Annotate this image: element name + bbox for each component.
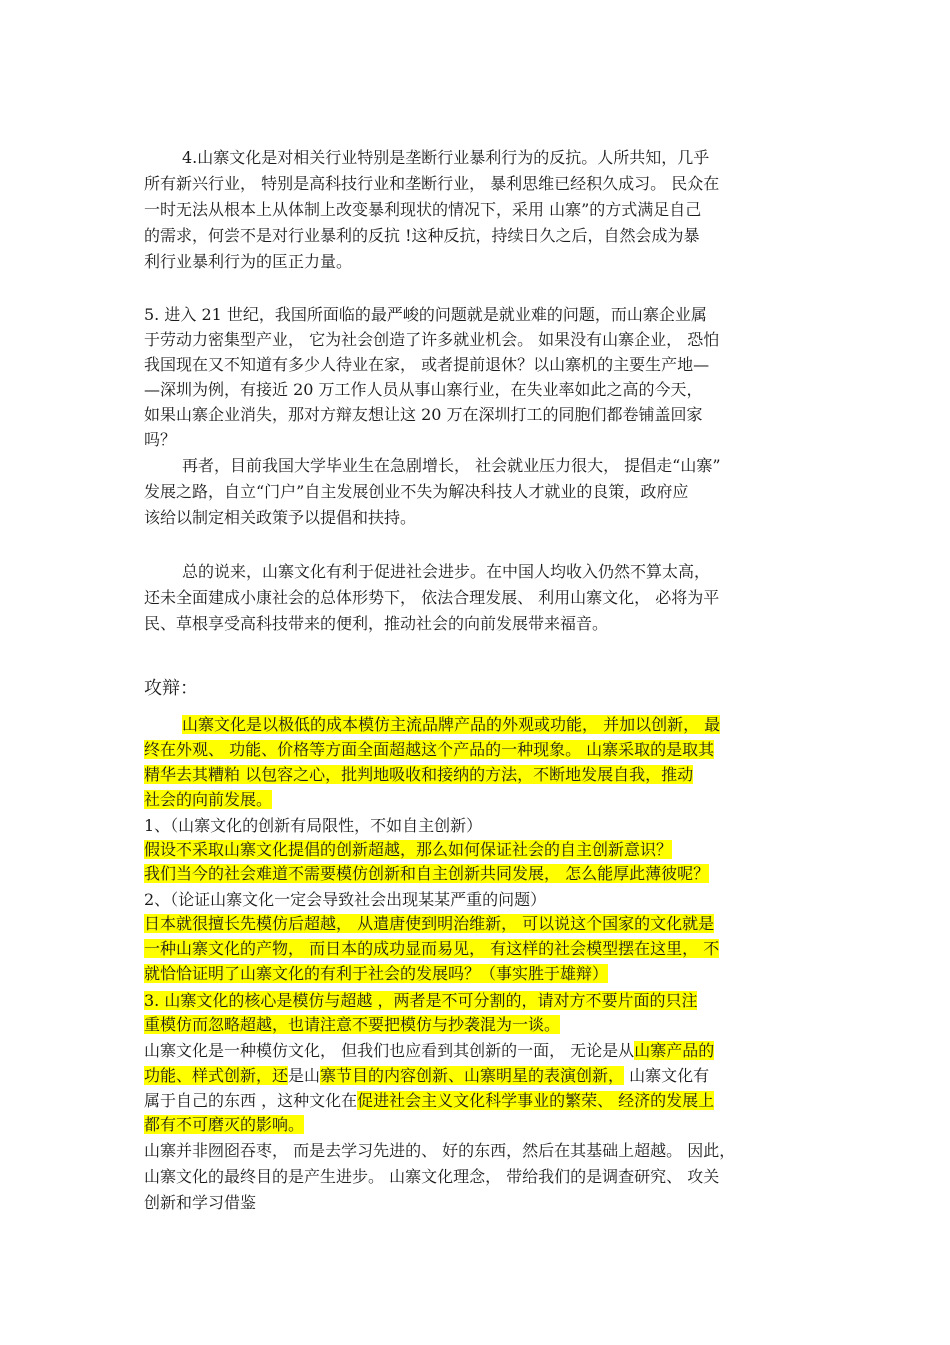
text-line: 民、草根享受高科技带来的便利，推动社会的向前发展带来福音。 bbox=[144, 614, 609, 633]
text-line: 山寨并非囫囵吞枣， 而是去学习先进的、 好的东西，然后在其基础上超越。 因此， bbox=[144, 1141, 736, 1160]
text-line: 于劳动力密集型产业， 它为社会创造了许多就业机会。 如果没有山寨企业， 恐怕 bbox=[144, 330, 720, 349]
text-line bbox=[144, 1113, 304, 1137]
text-line: 的需求，何尝不是对行业暴利的反抗 !这种反抗，持续日久之后，自然会成为暴 bbox=[144, 226, 700, 245]
text-line bbox=[182, 713, 720, 737]
highlighted-text: 功能、样式创新，还 bbox=[144, 1066, 289, 1085]
plain-text: 属于自己的东西 ，这种文化在 bbox=[144, 1091, 358, 1110]
question-label: 1、（山寨文化的创新有局限性，不如自主创新） bbox=[144, 816, 483, 835]
highlighted-text: 社会的向前发展。 bbox=[144, 790, 273, 809]
text-line: 创新和学习借鉴 bbox=[144, 1193, 257, 1212]
highlighted-text: 就恰恰证明了山寨文化的有利于社会的发展吗？（事实胜于雄辩） bbox=[144, 964, 609, 983]
text-line bbox=[144, 989, 697, 1013]
highlighted-text: 促进社会主义文化科学事业的繁荣、 经济的发展上 bbox=[357, 1091, 715, 1110]
text-line bbox=[144, 912, 714, 936]
text-line: 所有新兴行业， 特别是高科技行业和垄断行业， 暴利思维已经积久成习。 民众在 bbox=[144, 174, 720, 193]
highlighted-text: 精华去其糟粕 以包容之心，批判地吸收和接纳的方法，不断地发展自我，推动 bbox=[144, 765, 694, 784]
highlighted-text: 都有不可磨灭的影响。 bbox=[144, 1115, 305, 1134]
text-line: 如果山寨企业消失，那对方辩友想让这 20 万在深圳打工的同胞们都卷铺盖回家 bbox=[144, 405, 703, 424]
highlighted-text: 重模仿而忽略超越，也请注意不要把模仿与抄袭混为一谈。 bbox=[144, 1015, 561, 1034]
text-line bbox=[144, 738, 714, 762]
text-line bbox=[144, 862, 709, 886]
text-line: 再者，目前我国大学毕业生在急剧增长， 社会就业压力很大， 提倡走“山寨” bbox=[182, 456, 721, 475]
text-line: 4.山寨文化是对相关行业特别是垄断行业暴利行为的反抗。人所共知，几乎 bbox=[182, 148, 710, 167]
highlighted-text: 3. 山寨文化的核心是模仿与超越 ，两者是不可分割的，请对方不要片面的只注 bbox=[144, 991, 698, 1010]
text-line bbox=[144, 1013, 560, 1037]
text-line: 一时无法从根本上从体制上改变暴利现状的情况下，采用 山寨”的方式满足自己 bbox=[144, 200, 702, 219]
plain-text: 山寨文化是一种模仿文化， 但我们也应看到其创新的一面， 无论是从 bbox=[144, 1041, 635, 1060]
highlighted-text: 终在外观、 功能、价格等方面全面超越这个产品的一种现象。 山寨采取的是取其 bbox=[144, 740, 715, 759]
text-line bbox=[144, 763, 693, 787]
text-line: 该给以制定相关政策予以提倡和扶持。 bbox=[144, 508, 417, 527]
text-line: 吗？ bbox=[144, 430, 177, 449]
text-line bbox=[144, 1064, 709, 1088]
plain-text: 是山 bbox=[288, 1066, 321, 1085]
highlighted-text: 山寨产品的 bbox=[634, 1041, 715, 1060]
text-line: —深圳为例，有接近 20 万工作人员从事山寨行业，在失业率如此之高的今天， bbox=[144, 380, 703, 399]
question-label: 2、（论证山寨文化一定会导致社会出现某某严重的问题） bbox=[144, 890, 547, 909]
text-line bbox=[144, 937, 719, 961]
highlighted-text: 山寨文化是以极低的成本模仿主流品牌产品的外观或功能， 并加以创新， 最 bbox=[182, 715, 721, 734]
highlighted-text: 假设不采取山寨文化提倡的创新超越，那么如何保证社会的自主创新意识？ bbox=[144, 840, 673, 859]
text-line: 利行业暴利行为的匡正力量。 bbox=[144, 252, 353, 271]
highlighted-text: 寨节目的内容创新、山寨明星的表演创新， bbox=[320, 1066, 625, 1085]
highlighted-text: 日本就很擅长先模仿后超越， 从遣唐使到明治维新， 可以说这个国家的文化就是 bbox=[144, 914, 715, 933]
text-line bbox=[144, 962, 608, 986]
text-line: 发展之路，自立“门户”自主发展创业不失为解决科技人才就业的良策，政府应 bbox=[144, 482, 689, 501]
text-line bbox=[144, 838, 672, 862]
section-heading: 攻辩： bbox=[144, 678, 198, 699]
text-line bbox=[144, 788, 272, 812]
highlighted-text: 一种山寨文化的产物， 而日本的成功显而易见， 有这样的社会模型摆在这里， 不 bbox=[144, 939, 720, 958]
plain-text: 山寨文化有 bbox=[624, 1066, 710, 1085]
highlighted-text: 我们当今的社会难道不需要模仿创新和自主创新共同发展， 怎么能厚此薄彼呢？ bbox=[144, 864, 710, 883]
text-line bbox=[144, 1039, 714, 1063]
text-line: 还未全面建成小康社会的总体形势下， 依法合理发展、 利用山寨文化， 必将为平 bbox=[144, 588, 720, 607]
text-line: 总的说来，山寨文化有利于促进社会进步。在中国人均收入仍然不算太高， bbox=[182, 562, 711, 581]
text-line: 5. 进入 21 世纪，我国所面临的最严峻的问题就是就业难的问题，而山寨企业属 bbox=[144, 305, 707, 324]
text-line: 山寨文化的最终目的是产生进步。 山寨文化理念， 带给我们的是调查研究、 攻关 bbox=[144, 1167, 720, 1186]
text-line: 我国现在又不知道有多少人待业在家， 或者提前退休？以山寨机的主要生产地— bbox=[144, 355, 710, 374]
text-line bbox=[144, 1089, 714, 1113]
